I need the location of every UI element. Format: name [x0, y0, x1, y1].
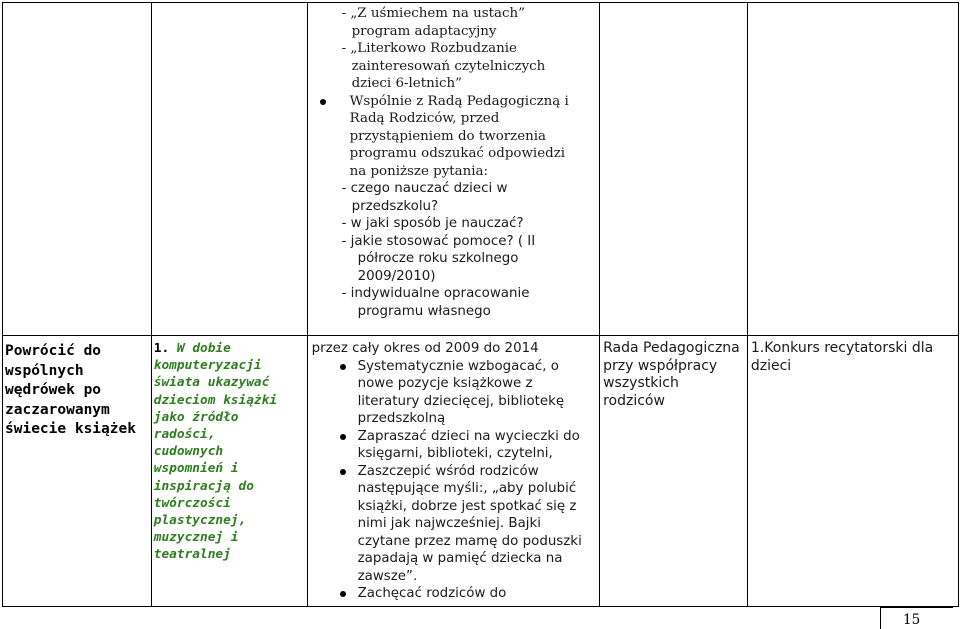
program-line-4: zainteresowań czytelniczych: [351, 58, 546, 74]
document-table: [2, 2, 959, 607]
actions-cell: [307, 336, 600, 607]
empty-cell-goal: [151, 3, 307, 336]
actions-list: [312, 358, 596, 603]
actions-intro: przez cały okres od 2009 do 2014: [311, 341, 539, 356]
list-item: Systematycznie wzbogacać, o nowe pozycje książkowe z literatury dziecięcej, bibliotekę przedszkolną: [312, 358, 596, 428]
bullet-icon: [340, 434, 346, 440]
empty-cell-result: [747, 3, 958, 336]
bullet-icon: [320, 99, 326, 105]
goal-number: 1.: [153, 341, 170, 356]
bullet-icon: [340, 469, 346, 475]
responsible-cell: Rada Pedagogiczna przy współpracy wszystkich rodziców: [600, 336, 748, 607]
questions-block: - czego nauczać dzieci w przedszkolu? - w jaki sposób je nauczać? - jakie stosować pomoce? ( II półrocze roku szkolnego 2009/2010) - indywidualne opracowanie programu własnego: [341, 181, 536, 319]
goal-cell: 1. W dobie komputeryzacji świata ukazywać dzieciom książki jako źródło radości, cudownych wspomnień i inspiracją do twórczości plastycznej, muzycznej i teatralnej: [151, 336, 307, 607]
program-line-2: program adaptacyjny: [351, 23, 497, 39]
empty-cell-responsible: [600, 3, 748, 336]
list-item: Zaszczepić wśród rodziców następujące myśli:, „aby polubić książki, dobrze jest spotkać się z nimi jak najwcześniej. Bajki czytane przez mamę do poduszki zapadają w pamięć dziecka na zawsze”.: [312, 463, 596, 586]
table-row-top: [3, 3, 959, 336]
program-line-1: - „Z uśmiechem na ustach”: [341, 6, 525, 21]
list-item: Zapraszać dzieci na wycieczki do księgarni, biblioteki, czytelni,: [312, 428, 596, 463]
empty-cell-title: [3, 3, 152, 336]
list-item: Zachęcać rodziców do: [312, 585, 596, 603]
result-cell: 1.Konkurs recytatorski dla dzieci: [747, 336, 958, 607]
section-title-cell: Powrócić do wspólnych wędrówek po zaczarowanym świecie książek: [3, 336, 152, 607]
forms-methods-cell: [307, 3, 600, 336]
program-line-5: dzieci 6-letnich”: [351, 76, 462, 91]
bullet-icon: [340, 591, 346, 597]
list-item: Wspólnie z Radą Pedagogiczną i Radą Rodziców, przed przystąpieniem do tworzenia programu odszukać odpowiedzi na poniższe pytania:: [330, 93, 596, 181]
bullet-list-top: [342, 93, 596, 181]
table-row-main: [3, 336, 959, 607]
program-line-3: - „Literkowo Rozbudzanie: [341, 41, 517, 56]
bullet-icon: [340, 364, 346, 370]
page-number: 15: [903, 612, 921, 628]
